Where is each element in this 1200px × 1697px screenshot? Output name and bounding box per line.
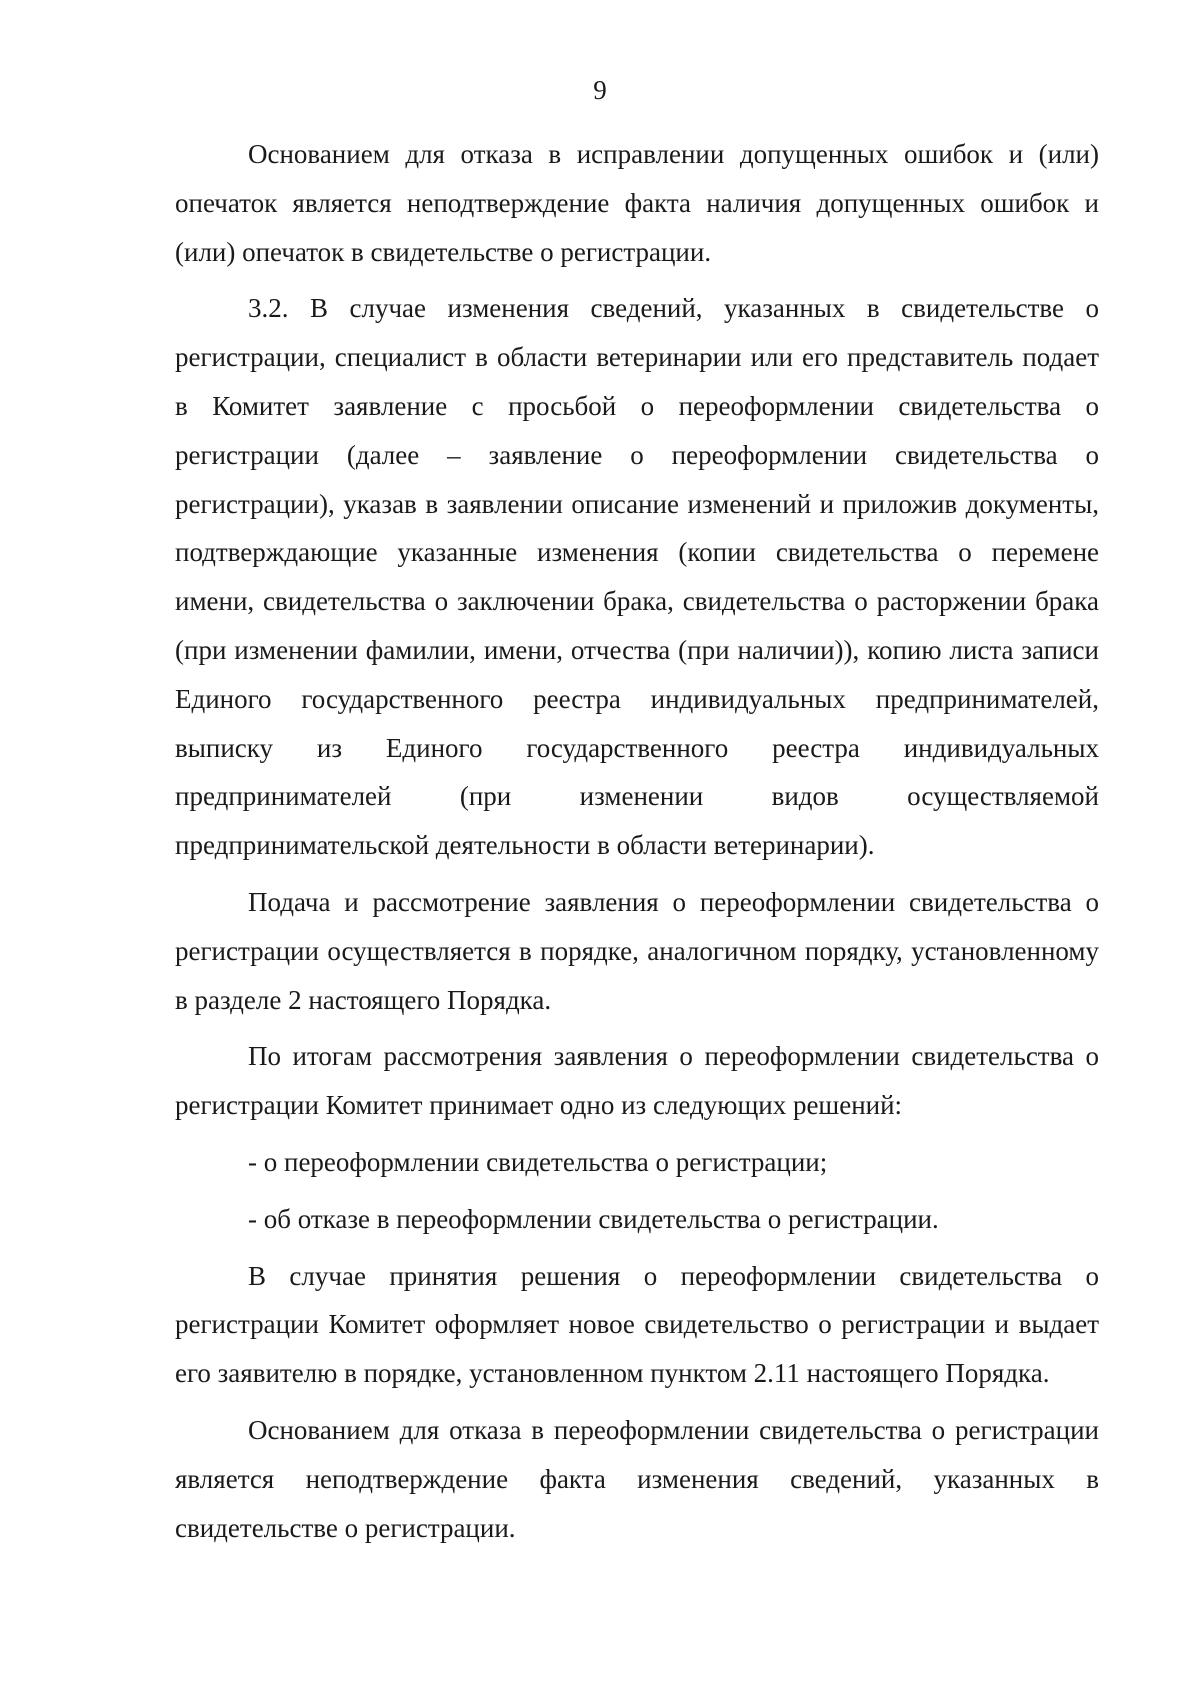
- paragraph-submission-review: Подача и рассмотрение заявления о переоформлении свидетельства о регистрации осуществляется в порядке, аналогичном порядку, установленному в разделе 2 настоящего Порядка.: [175, 886, 1099, 1015]
- list-item-reissue: - о переоформлении свидетельства о регистрации;: [248, 1146, 828, 1177]
- paragraph-reissue-decision: В случае принятия решения о переоформлении свидетельства о регистрации Комитет оформляет новое свидетельство о регистрации и выдает его заявителю в порядке, установленном пунктом 2.11 настоящего Порядка.: [175, 1260, 1099, 1389]
- page-number: 9: [593, 75, 607, 105]
- paragraph-decision-options: По итогам рассмотрения заявления о переоформлении свидетельства о регистрации Комитет принимает одно из следующих решений:: [175, 1041, 1099, 1121]
- paragraph-section-3-2: 3.2. В случае изменения сведений, указанных в свидетельстве о регистрации, специалист в области ветеринарии или его представитель подает в Комитет заявление с просьбой о переоформлении свидетельства о регистрации (далее – заявление о переоформлении свидетельства о регистрации), указав в заявлении описание изменений и приложив документы, подтверждающие указанные изменения (копии свидетельства о перемене имени, свидетельства о заключении брака, свидетельства о расторжении брака (при изменении фамилии, имени, отчества (при наличии)), копию листа записи Единого государственного реестра индивидуальных предпринимателей, выписку из Единого государственного реестра индивидуальных предпринимателей (при изменении видов осуществляемой предпринимательской деятельности в области ветеринарии).: [175, 293, 1099, 861]
- list-item-refusal: - об отказе в переоформлении свидетельства о регистрации.: [248, 1203, 939, 1234]
- document-body: [175, 130, 1099, 1560]
- paragraph-refusal-reissue: Основанием для отказа в переоформлении свидетельства о регистрации является неподтверждение факта изменения сведений, указанных в свидетельстве о регистрации.: [175, 1414, 1099, 1543]
- paragraph-refusal-correction: Основанием для отказа в исправлении допущенных ошибок и (или) опечаток является неподтверждение факта наличия допущенных ошибок и (или) опечаток в свидетельстве о регистрации.: [175, 139, 1099, 267]
